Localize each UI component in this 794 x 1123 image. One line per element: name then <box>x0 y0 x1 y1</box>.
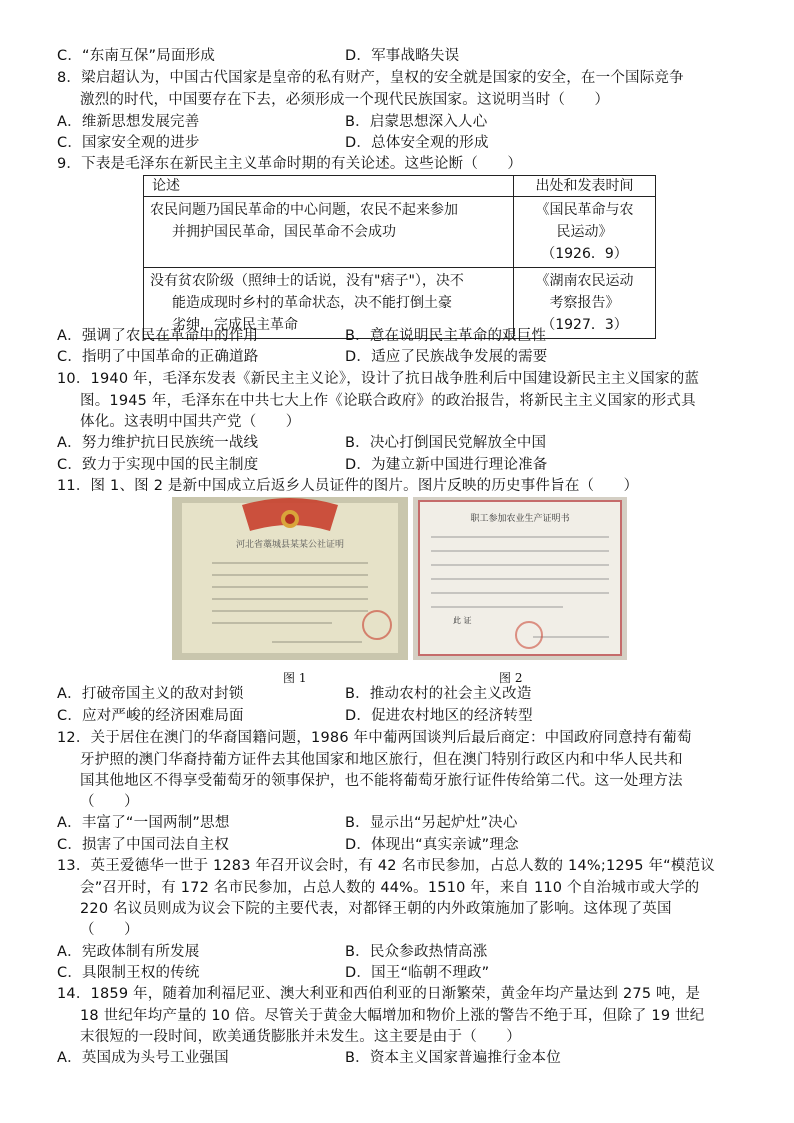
q10-option-a: A．努力维护抗日民族统一战线 <box>57 435 259 451</box>
cell-line: 没有贫农阶级（照绅士的话说，没有"痞子"），决不 <box>150 273 464 289</box>
q14-stem-line3: 末很短的一段时间，欧美通货膨胀并未发生。这主要是由于（ ） <box>80 1029 521 1045</box>
q13-stem-line2: 会”召开时，有 172 名市民参加，占总人数的 44%。1510 年，来自 110 个自治城市或大学的 <box>80 880 700 896</box>
q13-option-b: B．民众参政热情高涨 <box>345 944 488 960</box>
q8-stem-line1: 8．梁启超认为，中国古代国家是皇帝的私有财产，皇权的安全就是国家的安全，在一个国际竞争 <box>57 70 684 86</box>
fig2-ending: 此 证 <box>453 616 472 625</box>
q10-stem-line2: 图。1945 年，毛泽东在中共七大上作《论联合政府》的政治报告，将新民主主义国家的形式具 <box>80 393 696 409</box>
q13-option-d: D．国王“临朝不理政” <box>345 965 490 981</box>
q9-table <box>143 175 656 339</box>
fig2-title: 职工参加农业生产证明书 <box>470 514 570 524</box>
cell-line: 并拥护国民革命，国民革命不会成功 <box>172 224 396 240</box>
figure-2-caption: 图 2 <box>499 671 523 685</box>
q12-option-d: D．体现出“真实亲诚”理念 <box>345 837 519 853</box>
cell-line: （1926．9） <box>541 246 628 262</box>
q8-option-b: B．启蒙思想深入人心 <box>345 114 488 130</box>
q8-stem-line2: 激烈的时代，中国要存在下去，必须形成一个现代民族国家。这说明当时（ ） <box>80 92 610 108</box>
q13-stem-line3: 220 名议员则成为议会下院的主要代表，对都铎王朝的内外政策施加了影响。这体现了英国 <box>80 901 672 917</box>
q9-option-c: C．指明了中国革命的正确道路 <box>57 349 259 365</box>
table-row <box>144 197 656 268</box>
cell-line: 能造成现时乡村的革命状态，决不能打倒土豪 <box>172 295 452 311</box>
table-cell-source <box>514 197 656 268</box>
q8-option-d: D．总体安全观的形成 <box>345 135 489 151</box>
table-cell-statement <box>144 197 514 268</box>
figure-2-certificate-image <box>413 497 627 660</box>
q9-stem: 9．下表是毛泽东在新民主主义革命时期的有关论述。这些论断（ ） <box>57 156 523 172</box>
q10-option-b: B．决心打倒国民党解放全中国 <box>345 435 547 451</box>
cell-line: 考察报告》 <box>549 295 620 311</box>
q13-option-c: C．具限制王权的传统 <box>57 965 200 981</box>
q9-option-b: B．意在说明民主革命的艰巨性 <box>345 328 547 344</box>
q12-option-b: B．显示出“另起炉灶”决心 <box>345 815 518 831</box>
q12-stem-line1: 12．关于居住在澳门的华裔国籍问题，1986 年中葡两国谈判后最后商定：中国政府同意持有葡萄 <box>57 730 692 746</box>
q12-option-a: A．丰富了“一国两制”思想 <box>57 815 230 831</box>
cell-line: 《湖南农民运动 <box>535 273 634 289</box>
cell-line: 民运动》 <box>556 224 613 240</box>
cell-line: 农民问题乃国民革命的中心问题，农民不起来参加 <box>150 202 458 218</box>
table-header-source: 出处和发表时间 <box>514 176 656 197</box>
q8-option-c: C．国家安全观的进步 <box>57 135 200 151</box>
q7-option-d: D．军事战略失误 <box>345 48 460 64</box>
cell-line: （1927．3） <box>541 317 628 333</box>
q11-option-b: B．推动农村的社会主义改造 <box>345 686 532 702</box>
q11-option-a: A．打破帝国主义的敌对封锁 <box>57 686 244 702</box>
figure-1-caption: 图 1 <box>283 671 307 685</box>
q10-stem-line3: 体化。这表明中国共产党（ ） <box>80 414 301 430</box>
q13-stem-line4: （ ） <box>80 922 139 938</box>
q12-option-c: C．损害了中国司法自主权 <box>57 837 230 853</box>
q12-stem-line3: 国其他地区不得享受葡萄牙的领事保护，也不能将葡萄牙旅行证件传给第二代。这一处理方法 <box>80 773 683 789</box>
q14-stem-line1: 14．1859 年，随着加利福尼亚、澳大利亚和西伯利亚的日渐繁荣，黄金年均产量达到 275 吨，是 <box>57 986 701 1002</box>
q10-option-c: C．致力于实现中国的民主制度 <box>57 457 259 473</box>
q7-option-c: C．“东南互保”局面形成 <box>57 48 216 64</box>
table-header-row <box>144 176 656 197</box>
q12-stem-line4: （ ） <box>80 794 139 810</box>
q14-option-b: B．资本主义国家普遍推行金本位 <box>345 1050 561 1066</box>
q10-stem-line1: 10．1940 年，毛泽东发表《新民主主义论》，设计了抗日战争胜利后中国建设新民主主义国家的蓝 <box>57 371 700 387</box>
cell-line: 《国民革命与农 <box>535 202 634 218</box>
q11-option-d: D．促进农村地区的经济转型 <box>345 708 533 724</box>
fig1-title: 河北省藁城县某某公社证明 <box>235 540 345 550</box>
q11-option-c: C．应对严峻的经济困难局面 <box>57 708 244 724</box>
cell-line: 劣绅，完成民主革命 <box>172 317 298 333</box>
q9-option-a: A．强调了农民在革命中的作用 <box>57 328 259 344</box>
q14-option-a: A．英国成为头号工业强国 <box>57 1050 229 1066</box>
figure-1-certificate-image <box>172 497 408 660</box>
q11-stem: 11．图 1、图 2 是新中国成立后返乡人员证件的图片。图片反映的历史事件旨在（ ） <box>57 478 639 494</box>
q13-option-a: A．宪政体制有所发展 <box>57 944 200 960</box>
q13-stem-line1: 13．英王爱德华一世于 1283 年召开议会时，有 42 名市民参加，占总人数的 14%;1295 年“模范议 <box>57 858 715 874</box>
q10-option-d: D．为建立新中国进行理论准备 <box>345 457 548 473</box>
table-header-statement: 论述 <box>144 176 514 197</box>
q9-option-d: D．适应了民族战争发展的需要 <box>345 349 548 365</box>
q12-stem-line2: 牙护照的澳门华裔持葡方证件去其他国家和地区旅行，但在澳门特别行政区内和中华人民共和 <box>80 752 683 768</box>
q8-option-a: A．维新思想发展完善 <box>57 114 200 130</box>
q14-stem-line2: 18 世纪年均产量的 10 倍。尽管关于黄金大幅增加和物价上涨的警告不绝于耳，但除了 19 世纪 <box>80 1008 705 1024</box>
